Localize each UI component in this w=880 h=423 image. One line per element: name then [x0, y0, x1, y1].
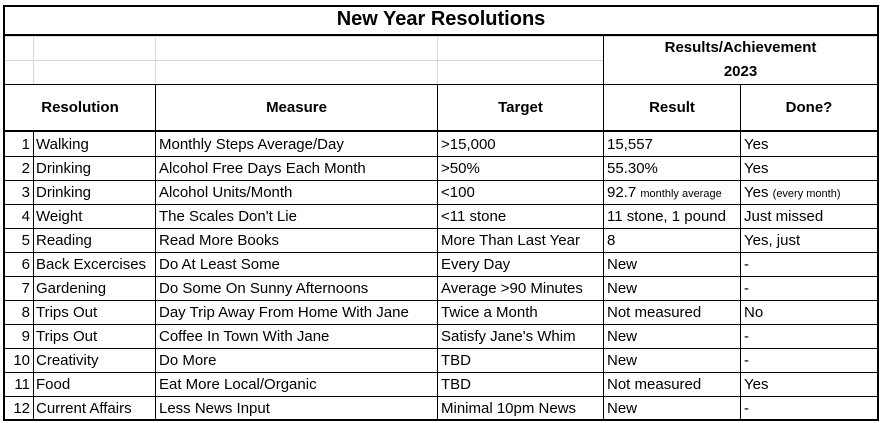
result-cell: [607, 133, 740, 157]
done-cell: [744, 181, 877, 206]
measure-cell-text: Monthly Steps Average/Day: [159, 136, 344, 153]
measure-cell-text: Alcohol Free Days Each Month: [159, 160, 366, 177]
row-number-text: 6: [21, 256, 30, 273]
result-cell-text: New: [607, 256, 638, 273]
done-cell-text: -: [744, 400, 749, 417]
done-cell: [744, 253, 877, 277]
resolution-cell: [36, 133, 155, 157]
done-cell: [744, 205, 877, 229]
resolution-cell-text: Weight: [36, 208, 83, 225]
result-cell: [607, 301, 740, 325]
row-number-text: 9: [21, 328, 30, 345]
result-cell-text: New: [607, 280, 638, 297]
row-number-text: 2: [21, 160, 30, 177]
result-cell-text: 11 stone, 1 pound: [607, 208, 726, 225]
row-number: [5, 205, 33, 229]
done-cell-text: Yes: [744, 376, 769, 393]
measure-cell-text: Less News Input: [159, 400, 270, 417]
resolution-cell: [36, 301, 155, 325]
measure-cell: [159, 397, 437, 421]
done-cell: [744, 133, 877, 157]
row-number: [5, 325, 33, 349]
row-number: [5, 301, 33, 325]
resolution-cell: [36, 229, 155, 253]
result-cell: [607, 181, 740, 206]
resolution-cell: [36, 181, 155, 205]
result-cell-text: 92.7: [607, 184, 637, 201]
done-cell: [744, 349, 877, 373]
resolution-cell: [36, 349, 155, 373]
header-measure: Measure: [266, 99, 327, 116]
done-cell: [744, 157, 877, 181]
target-cell: [441, 205, 603, 229]
resolution-cell-text: Current Affairs: [36, 400, 132, 417]
measure-cell-text: Do At Least Some: [159, 256, 280, 273]
results-group-label: Results/Achievement: [664, 39, 817, 56]
done-cell: [744, 229, 877, 253]
result-cell: [607, 277, 740, 301]
done-cell-text: Yes: [744, 136, 769, 153]
target-cell-text: TBD: [441, 376, 471, 393]
header-bottom-line: [3, 130, 879, 132]
done-cell: [744, 277, 877, 301]
result-cell: [607, 157, 740, 181]
target-cell: [441, 397, 603, 421]
measure-cell: [159, 181, 437, 205]
resolution-cell: [36, 157, 155, 181]
result-cell: [607, 349, 740, 373]
row-number: [5, 229, 33, 253]
target-cell: [441, 157, 603, 181]
gridline: [437, 36, 438, 84]
row-number: [5, 349, 33, 373]
measure-cell: [159, 325, 437, 349]
row-number-text: 10: [13, 352, 30, 369]
gridline: [155, 36, 156, 84]
measure-cell: [159, 133, 437, 157]
resolution-cell: [36, 325, 155, 349]
target-cell-text: <100: [441, 184, 475, 201]
target-cell: [441, 253, 603, 277]
target-cell-text: >15,000: [441, 136, 496, 153]
resolution-cell-text: Creativity: [36, 352, 99, 369]
done-cell-text: Just missed: [744, 208, 824, 225]
done-cell-text: Yes: [744, 160, 769, 177]
row-number: [5, 157, 33, 181]
header-done: Done?: [785, 99, 833, 116]
row-number-text: 1: [21, 136, 30, 153]
target-cell-text: Minimal 10pm News: [441, 400, 577, 417]
resolution-cell-text: Trips Out: [36, 304, 98, 321]
row-number-text: 7: [21, 280, 30, 297]
resolution-cell-text: Trips Out: [36, 328, 98, 345]
measure-cell-text: The Scales Don't Lie: [159, 208, 297, 225]
header-target: Target: [498, 99, 543, 116]
row-number: [5, 181, 33, 205]
result-cell-text: New: [607, 400, 638, 417]
result-cell: [607, 397, 740, 421]
target-cell: [441, 325, 603, 349]
done-cell: [744, 325, 877, 349]
measure-cell: [159, 349, 437, 373]
done-cell: [744, 373, 877, 397]
resolution-cell-text: Back Excercises: [36, 256, 147, 273]
row-number-text: 11: [14, 376, 30, 393]
header-resolution: Resolution: [41, 99, 119, 116]
sheet-title: New Year Resolutions: [336, 8, 546, 30]
result-cell-text: 55.30%: [607, 160, 658, 177]
measure-cell-text: Alcohol Units/Month: [159, 184, 293, 201]
done-cell-text: Yes: [744, 184, 769, 201]
target-cell-text: Twice a Month: [441, 304, 538, 321]
result-cell-text: Not measured: [607, 304, 702, 321]
target-cell: [441, 373, 603, 397]
done-cell: [744, 301, 877, 325]
resolution-cell: [36, 205, 155, 229]
measure-cell: [159, 373, 437, 397]
result-cell-text: 15,557: [607, 136, 653, 153]
row-number: [5, 277, 33, 301]
measure-cell-text: Do Some On Sunny Afternoons: [159, 280, 369, 297]
measure-cell-text: Coffee In Town With Jane: [159, 328, 330, 345]
measure-cell: [159, 277, 437, 301]
measure-cell-text: Do More: [159, 352, 217, 369]
resolution-cell: [36, 373, 155, 397]
target-cell: [441, 277, 603, 301]
target-cell: [441, 229, 603, 253]
row-number-text: 8: [21, 304, 30, 321]
resolution-cell: [36, 253, 155, 277]
resolution-cell: [36, 397, 155, 421]
target-cell-text: Satisfy Jane's Whim: [441, 328, 576, 345]
header-top-line: [3, 84, 603, 85]
target-cell-text: Average >90 Minutes: [441, 280, 583, 297]
result-cell: [607, 373, 740, 397]
measure-cell: [159, 205, 437, 229]
resolution-cell-text: Drinking: [36, 160, 92, 177]
done-cell-text: -: [744, 352, 749, 369]
row-number: [5, 253, 33, 277]
resolution-cell-text: Reading: [36, 232, 92, 249]
result-cell: [607, 205, 740, 229]
target-cell: [441, 349, 603, 373]
row-number-text: 3: [21, 184, 30, 201]
done-cell: [744, 397, 877, 421]
result-cell-text: 8: [607, 232, 616, 249]
measure-cell: [159, 229, 437, 253]
done-cell-text: No: [744, 304, 764, 321]
resolution-cell-text: Walking: [36, 136, 89, 153]
result-cell-text: Not measured: [607, 376, 702, 393]
result-cell: [607, 229, 740, 253]
target-cell-text: Every Day: [441, 256, 511, 273]
resolution-cell-text: Food: [36, 376, 71, 393]
resolution-cell-text: Gardening: [36, 280, 107, 297]
gridline: [3, 60, 603, 61]
resolution-cell-text: Drinking: [36, 184, 92, 201]
row-number: [5, 397, 33, 421]
row-number: [5, 133, 33, 157]
results-divider: [603, 84, 879, 85]
done-cell-text: -: [744, 328, 749, 345]
measure-cell-text: Day Trip Away From Home With Jane: [159, 304, 409, 321]
target-cell-text: <11 stone: [441, 208, 507, 225]
target-cell: [441, 301, 603, 325]
done-cell-text: -: [744, 280, 749, 297]
row-number-text: 4: [21, 208, 30, 225]
done-cell-text: Yes, just: [744, 232, 801, 249]
results-group-year: 2023: [723, 63, 758, 80]
target-cell-text: More Than Last Year: [441, 232, 580, 249]
result-cell: [607, 325, 740, 349]
done-cell-text: -: [744, 256, 749, 273]
row-number-text: 12: [13, 400, 30, 417]
measure-cell: [159, 301, 437, 325]
result-cell-note: monthly average: [640, 188, 722, 200]
target-cell: [441, 133, 603, 157]
header-result: Result: [649, 99, 695, 116]
row-number: [5, 373, 33, 397]
result-cell-text: New: [607, 352, 638, 369]
border-right: [877, 5, 879, 420]
result-cell: [607, 253, 740, 277]
gridline: [33, 36, 34, 84]
measure-cell-text: Eat More Local/Organic: [159, 376, 317, 393]
done-cell-note: (every month): [772, 188, 841, 200]
measure-cell: [159, 157, 437, 181]
measure-cell-text: Read More Books: [159, 232, 280, 249]
target-cell-text: >50%: [441, 160, 480, 177]
row-number-text: 5: [21, 232, 30, 249]
target-cell: [441, 181, 603, 205]
target-cell-text: TBD: [441, 352, 471, 369]
resolution-cell: [36, 277, 155, 301]
result-cell-text: New: [607, 328, 638, 345]
measure-cell: [159, 253, 437, 277]
